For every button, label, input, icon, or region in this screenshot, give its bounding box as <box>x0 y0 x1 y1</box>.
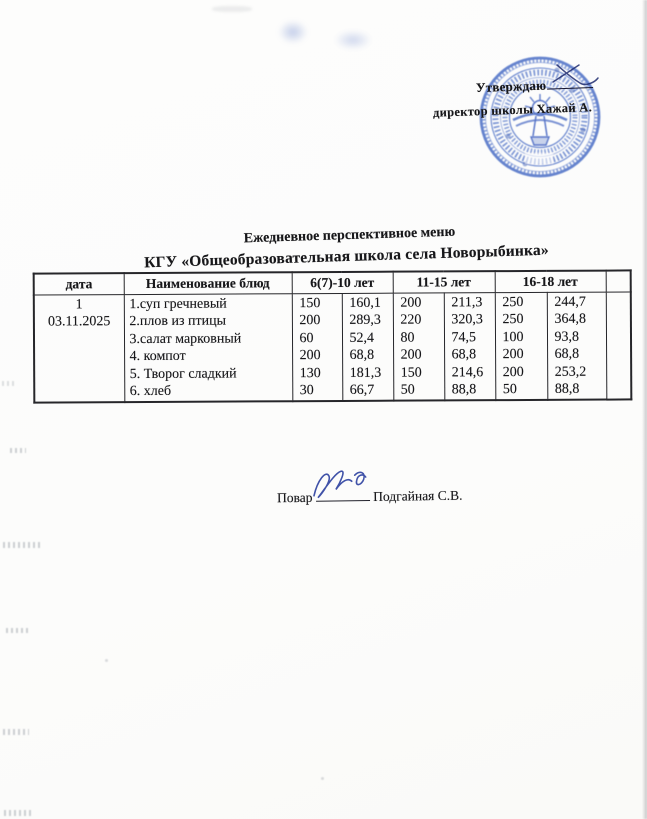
cell-line: 200 <box>502 347 524 363</box>
header-age-11-15: 11-15 лет <box>393 271 495 293</box>
cell-line: 52,4 <box>349 330 375 346</box>
scan-artifact <box>4 810 34 816</box>
scan-artifact <box>2 381 14 386</box>
document-title: Ежедневное перспективное меню <box>243 224 456 247</box>
cell-line: 253,2 <box>554 364 587 380</box>
cell-line: 66,7 <box>349 383 375 399</box>
cell-line: 250 <box>502 312 524 328</box>
age-6-10-output-cell <box>342 293 394 401</box>
scan-artifact <box>3 542 41 548</box>
header-empty <box>606 270 631 291</box>
header-age-16-18: 16-18 лет <box>495 271 606 293</box>
empty-cell <box>606 291 632 399</box>
cell-line: 4. компот <box>129 349 186 365</box>
cell-line: 74,5 <box>451 329 477 346</box>
cell-line: 211,3 <box>451 294 483 310</box>
scan-dot <box>321 777 324 780</box>
age-16-18-output-cell <box>547 292 607 400</box>
age-16-18-portion-cell <box>495 292 548 400</box>
cell-line: 289,3 <box>349 312 381 329</box>
cell-line: 93,8 <box>554 329 580 345</box>
cell-line: 100 <box>502 329 524 345</box>
ink-smudge <box>334 30 372 50</box>
scan-artifact <box>3 729 29 735</box>
cell-line: 6. хлеб <box>129 384 172 400</box>
cell-line: 1 <box>75 296 83 312</box>
cell-line: 60 <box>299 330 314 346</box>
cell-line: 250 <box>502 294 524 310</box>
cell-line: 03.11.2025 <box>47 314 111 330</box>
age-11-15-output-cell <box>444 292 496 400</box>
date-cell <box>34 294 125 403</box>
cell-line: 214,6 <box>451 365 484 381</box>
ink-smudge <box>278 20 308 44</box>
cell-line: 5. Творог сладкий <box>129 366 237 382</box>
scan-smudge <box>212 6 252 12</box>
director-label: директор школы Хажай А. <box>432 100 593 120</box>
cell-line: 1.суп гречневый <box>129 296 227 312</box>
director-signature-icon <box>549 60 601 90</box>
scan-artifact <box>10 448 26 453</box>
cell-line: 50 <box>400 383 415 399</box>
header-dish: Наименование блюд <box>124 272 292 294</box>
header-date: дата <box>34 273 124 294</box>
scan-dot <box>105 659 108 662</box>
cook-name: Подгайная С.В. <box>373 487 463 504</box>
table-body-row <box>34 291 632 402</box>
approval-label: Утверждаю <box>475 77 547 96</box>
cell-line: 3.салат марковный <box>129 331 242 347</box>
cell-line: 200 <box>299 313 321 329</box>
cell-line: 200 <box>400 347 422 363</box>
cell-line: 30 <box>299 383 314 399</box>
cell-line: 200 <box>299 348 321 364</box>
age-6-10-portion-cell <box>292 293 343 401</box>
cell-line: 68,8 <box>349 348 375 364</box>
cook-signature-line <box>277 488 463 507</box>
dishes-cell <box>124 293 293 402</box>
cook-label: Повар <box>276 489 313 506</box>
cell-line: 220 <box>400 312 422 328</box>
cell-line: 150 <box>299 295 321 311</box>
cell-line: 2.плов из птицы <box>129 313 227 330</box>
school-name-subtitle: КГУ «Общеобразовательная школа села Новорыбинка» <box>143 241 550 272</box>
cell-line: 200 <box>400 295 422 311</box>
cell-line: 130 <box>299 365 321 382</box>
cell-line: 181,3 <box>349 365 382 381</box>
cell-line: 364,8 <box>554 311 586 327</box>
age-11-15-portion-cell <box>393 292 445 400</box>
cell-line: 88,8 <box>451 382 477 398</box>
cell-line: 200 <box>502 364 524 380</box>
cell-line: 244,7 <box>554 294 586 310</box>
cell-line: 80 <box>400 330 415 346</box>
cell-line: 68,8 <box>451 347 477 363</box>
cell-line: 88,8 <box>554 382 580 398</box>
cell-line: 320,3 <box>451 312 483 328</box>
scan-artifact <box>6 628 28 633</box>
menu-table <box>33 269 633 403</box>
cell-line: 150 <box>400 365 422 381</box>
cook-underline <box>316 491 370 502</box>
cell-line: 50 <box>502 382 517 398</box>
cell-line: 160,1 <box>349 295 381 311</box>
scan-edge-shadow <box>642 0 647 819</box>
cell-line: 68,8 <box>554 346 580 363</box>
cook-signature-icon <box>307 465 374 504</box>
header-age-6-10: 6(7)-10 лет <box>292 272 393 294</box>
